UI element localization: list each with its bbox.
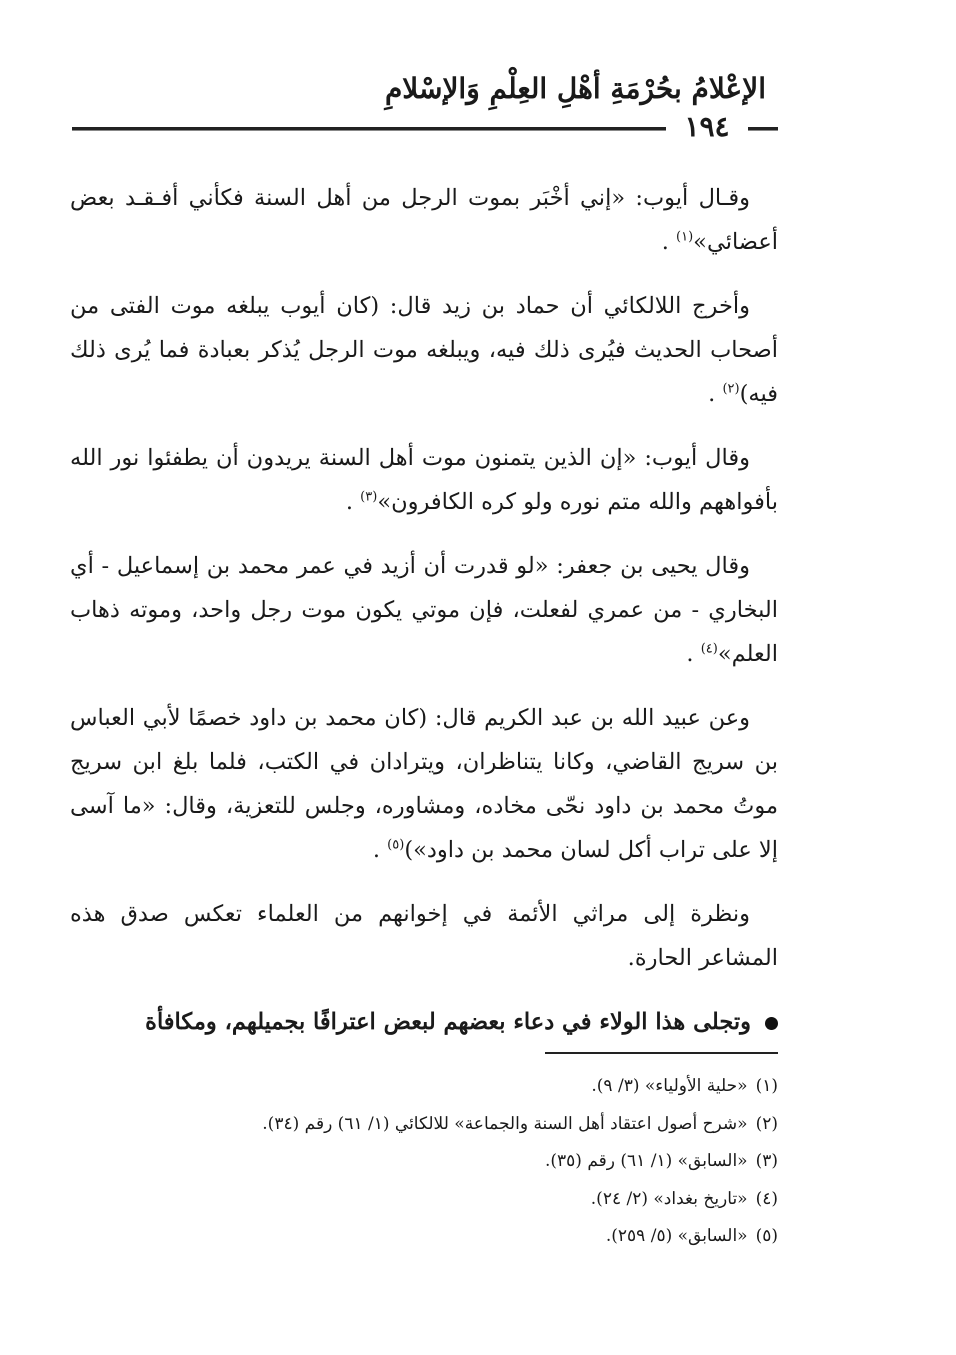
header-rule	[72, 127, 666, 131]
footnote	[150, 1143, 778, 1181]
page-number: ١٩٤	[684, 110, 730, 143]
bullet-text: وتجلى هذا الولاء في دعاء بعضهم لبعض اعترافًا بجميلهم، ومكافأة	[145, 1009, 751, 1035]
paragraph-tail: .	[708, 381, 723, 407]
footnote-number: (٥)	[755, 1226, 778, 1246]
bullet-dot-icon	[765, 1017, 778, 1030]
paragraph-text: ونظرة إلى مراثي الأئمة في إخوانهم من العلماء تعكس صدق هذه المشاعر الحارة.	[70, 901, 778, 971]
footnote-text: «شرح أصول اعتقاد أهل السنة والجماعة» للالكائي (١/ ٦١) رقم (٣٤).	[262, 1113, 748, 1134]
paragraph-tail: .	[661, 229, 677, 255]
footnote	[150, 1181, 778, 1219]
footnote-ref: (٤)	[700, 641, 718, 657]
footnote-number: (٣)	[755, 1151, 778, 1171]
footnote-number: (٤)	[755, 1188, 778, 1209]
footnote-number: (٢)	[755, 1113, 778, 1134]
footnote-ref: (٥)	[387, 837, 405, 853]
paragraph-tail: .	[372, 837, 388, 863]
bullet-paragraph	[70, 1000, 778, 1044]
footnote-text: «السابق» (٥/ ٢٥٩).	[605, 1226, 748, 1246]
main-text	[70, 176, 778, 1044]
footnote-ref: (٢)	[722, 381, 740, 397]
footnote-ref: (١)	[676, 229, 694, 245]
header-rule-short	[748, 127, 778, 131]
paragraph-text: وقال أيوب: «إن الذين يتمنون موت أهل السنة يريدون أن يطفئوا نور الله بأفواههم والله متم نوره ولو كره الكافرون»	[70, 445, 778, 515]
paragraph-text: وأخرج اللالكائي أن حماد بن زيد قال: (كان أيوب يبلغه موت الفتى من أصحاب الحديث فيُرى ذلك فيه، ويبلغه موت الرجل يُذكر بعبادة فما يُرى ذلك فيه)	[70, 293, 778, 407]
paragraph	[70, 436, 778, 524]
paragraph	[70, 544, 778, 676]
footnote-text: «السابق» (١/ ٦١) رقم (٣٥).	[544, 1151, 748, 1171]
footnote	[150, 1218, 778, 1256]
paragraph	[70, 892, 778, 980]
footnote-text: «حلية الأولياء» (٣/ ٩).	[591, 1076, 748, 1096]
footnote-text: «تاريخ بغداد» (٢/ ٢٤).	[590, 1188, 748, 1209]
paragraph	[70, 284, 778, 416]
paragraph-tail: .	[686, 641, 701, 667]
paragraph-tail: .	[345, 489, 361, 515]
footnote-ref: (٣)	[360, 489, 378, 505]
paragraph-text: وقـال أيوب: «إني أخْبَر بموت الرجل من أهل السنة فكأني أفـقـد بعض أعضائي»	[70, 185, 778, 255]
paragraph-text: وقال يحيى بن جعفر: «لو قدرت أن أزيد في عمر محمد بن إسماعيل - أي البخاري - من عمري لفعلت، فإن موتي يكون موت رجل واحد، وموته ذهاب العلم»	[70, 553, 778, 667]
footnote	[150, 1106, 778, 1144]
footnote	[150, 1068, 778, 1106]
footnotes	[150, 1068, 778, 1256]
paragraph	[70, 176, 778, 264]
footnote-number: (١)	[755, 1076, 778, 1096]
footnote-separator	[545, 1052, 778, 1054]
paragraph-text: وعن عبيد الله بن عبد الكريم قال: (كان محمد بن داود خصمًا لأبي العباس بن سريج القاضي، وكانا يتناظران، ويترادان في الكتب، فلما بلغ ابن سريج موتُ محمد بن داود نحّى مخاده، ومشاوره، وجلس للتعزية، وقال: «ما آسى إلا على تراب أكل لسان محمد بن داود»)	[70, 705, 778, 863]
running-title: الإعْلامُ بحُرْمَةِ أهْلِ العِلْمِ وَالإسْلامِ	[384, 72, 766, 105]
paragraph	[70, 696, 778, 872]
